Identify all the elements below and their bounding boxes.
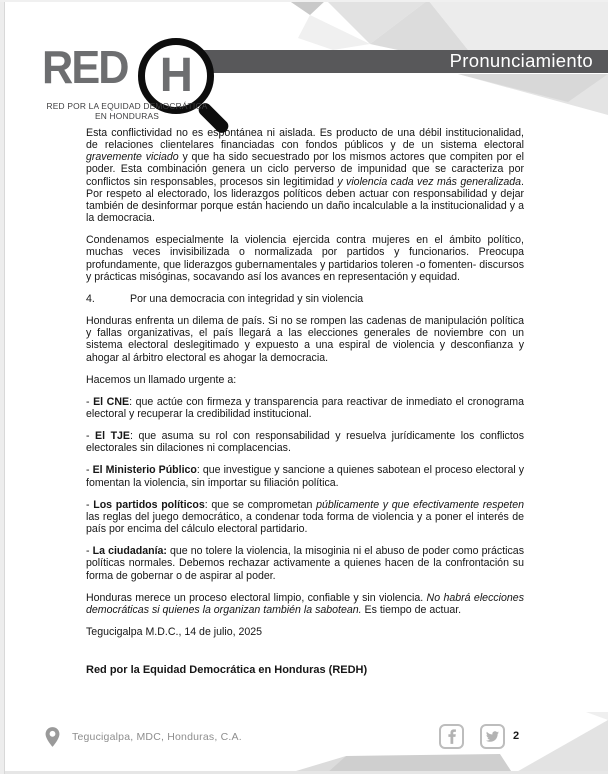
page-top-edge	[0, 0, 608, 2]
bullet-ciudadania: - La ciudadanía: que no tolere la violencia, la misoginia ni el abuso de poder como prácticas políticas normales. Debemos rechazar activamente a quienes hacen de la confrontación su forma de gobernar o de aspirar al poder.	[86, 545, 524, 582]
page-number: 2	[513, 730, 520, 742]
paragraph-conflictividad: Esta conflictividad no es espontánea ni aislada. Es producto de una débil institucionalidad, de relaciones clientelares financiadas con fondos públicos y de un sistema electoral gravemente viciado y que ha sido secuestrado por los mismos actores que compiten por el poder. Esta combinación genera un ciclo perverso de impunidad que se caracteriza por conflictos sin responsables, procesos sin legitimidad y violencia cada vez más generalizada. Por respeto al electorado, los liderazgos políticos deben actuar con responsabilidad y dejar también de desinformar porque están haciendo un daño incalculable a la institucionalidad y a la democracia.	[86, 127, 524, 225]
section-heading-4	[86, 293, 524, 305]
paragraph-closing: Honduras merece un proceso electoral limpio, confiable y sin violencia. No habrá elecciones democráticas si quienes la organizan también la sabotean. Es tiempo de actuar.	[86, 591, 524, 616]
bullet-partidos-politicos: - Los partidos políticos: que se comprometan públicamente y que efectivamente respeten las reglas del juego democrático, a condenar toda forma de violencia y a poner el interés de país por encima del cálculo electoral partidario.	[86, 498, 524, 536]
paragraph-condenamos: Condenamos especialmente la violencia ejercida contra mujeres en el ámbito político, muchas veces invisibilizada o normalizada por partidos y funcionarios. Preocupa profundamente, que liderazgos gubernamentales y partidarios toleren -o fomenten- discursos y prácticas misóginas, socavando así los avances en representación y equidad.	[86, 234, 524, 283]
bullet-ministerio-publico: - El Ministerio Público: que investigue y sancione a quienes sabotean el proceso electoral y fomentan la violencia, sin importar su filiación política.	[86, 464, 525, 489]
logo-subtitle-line2: EN HONDURAS	[94, 110, 160, 121]
section-title: Por una democracia con integridad y sin violencia	[130, 292, 364, 305]
facebook-icon[interactable]	[439, 724, 464, 749]
twitter-icon[interactable]	[480, 724, 505, 749]
page-left-edge	[0, 0, 5, 774]
paragraph-dilema: Honduras enfrenta un dilema de país. Si no se rompen las cadenas de manipulación política y fallas organizativas, el país llegará a las elecciones generales de noviembre con un sistema electoral deslegitimado y expuesto a una espiral de violencia y desconfianza y ahogar al árbitro electoral es ahogar la democracia.	[86, 315, 524, 364]
section-number: 4.	[86, 292, 95, 305]
paragraph-llamado: Hacemos un llamado urgente a:	[86, 373, 237, 386]
banner-title: Pronunciamiento	[449, 50, 593, 72]
pronunciamiento-banner	[150, 50, 608, 73]
signature-line: Red por la Equidad Democrática en Honduras (REDH)	[86, 664, 368, 677]
location-pin-icon	[44, 726, 61, 748]
logo-word-red: RED	[42, 41, 128, 93]
logo-letter-h: H	[159, 49, 193, 102]
footer-location: Tegucigalpa, MDC, Honduras, C.A.	[72, 731, 242, 743]
logo-subtitle	[34, 102, 220, 122]
bullet-cne: - El CNE: que actúe con firmeza y transparencia para reactivar de inmediato el cronograma electoral y recuperar la credibilidad institucional.	[86, 395, 524, 420]
logo-subtitle-line1: RED POR LA EQUIDAD DEMOCRÁTICA	[46, 101, 208, 111]
dateline: Tegucigalpa M.D.C., 14 de julio, 2025	[86, 626, 263, 638]
page-footer	[0, 724, 608, 756]
bullet-tje: - El TJE: que asuma su rol con responsabilidad y resuelva jurídicamente los conflictos electorales sin dilaciones ni complacencias.	[86, 430, 524, 455]
document-body	[86, 127, 524, 686]
